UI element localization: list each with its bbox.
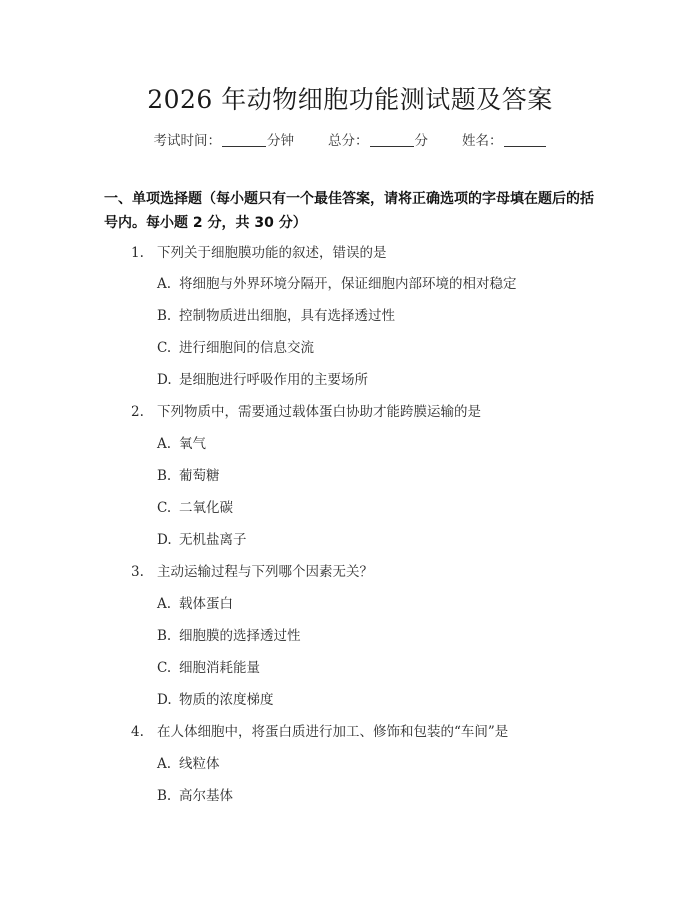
question-number: 1.: [131, 245, 144, 261]
option-text: 细胞消耗能量: [179, 660, 260, 676]
question-number: 4.: [131, 724, 144, 740]
name-blank: [504, 132, 546, 147]
total-score-blank: [370, 132, 414, 147]
option-text: 葡萄糖: [179, 468, 220, 484]
option-item: [157, 434, 206, 454]
option-text: 控制物质进出细胞，具有选择透过性: [179, 308, 395, 324]
option-item: [157, 626, 301, 646]
option-item: [157, 786, 233, 806]
question-text: 在人体细胞中，将蛋白质进行加工、修饰和包装的“车间”是: [157, 724, 509, 740]
option-letter: C.: [157, 340, 172, 356]
option-letter: A.: [157, 756, 172, 772]
option-text: 氧气: [179, 436, 206, 452]
question-number: 2.: [131, 404, 144, 420]
total-score-label: 总分：: [328, 133, 369, 149]
option-letter: D.: [157, 372, 172, 388]
option-letter: B.: [157, 308, 172, 324]
question-number: 3.: [131, 564, 144, 580]
option-text: 无机盐离子: [179, 532, 247, 548]
exam-info-line: [0, 131, 700, 151]
option-letter: B.: [157, 788, 172, 804]
option-letter: C.: [157, 660, 172, 676]
total-score-unit: 分: [414, 133, 428, 149]
exam-time-field: [154, 131, 295, 151]
option-item: [157, 274, 517, 294]
option-item: [157, 306, 395, 326]
option-text: 将细胞与外界环境分隔开，保证细胞内部环境的相对稳定: [179, 276, 517, 292]
option-letter: A.: [157, 596, 172, 612]
option-item: [157, 466, 220, 486]
question-text: 下列物质中，需要通过载体蛋白协助才能跨膜运输的是: [157, 404, 481, 420]
name-label: 姓名：: [462, 133, 503, 149]
option-item: [157, 498, 233, 518]
section-heading: 一、单项选择题（每小题只有一个最佳答案，请将正确选项的字母填在题后的括号内。每小题 2 分，共 30 分）: [104, 191, 594, 231]
option-letter: C.: [157, 500, 172, 516]
option-item: [157, 754, 220, 774]
exam-time-label: 考试时间：: [153, 133, 221, 149]
option-text: 物质的浓度梯度: [179, 692, 274, 708]
option-letter: D.: [157, 532, 172, 548]
total-score-field: [328, 131, 428, 151]
question-text: 主动运输过程与下列哪个因素无关？: [157, 564, 373, 580]
option-item: [157, 658, 260, 678]
option-text: 二氧化碳: [179, 500, 233, 516]
option-letter: B.: [157, 468, 172, 484]
option-text: 高尔基体: [179, 788, 233, 804]
option-text: 进行细胞间的信息交流: [179, 340, 314, 356]
exam-time-blank: [222, 132, 266, 147]
option-item: [157, 690, 274, 710]
option-item: [157, 530, 247, 550]
option-item: [157, 594, 233, 614]
option-letter: A.: [157, 276, 172, 292]
question-text: 下列关于细胞膜功能的叙述，错误的是: [157, 245, 387, 261]
page-title: 2026 年动物细胞功能测试题及答案: [147, 85, 553, 114]
option-text: 载体蛋白: [179, 596, 233, 612]
option-item: [157, 338, 314, 358]
option-text: 细胞膜的选择透过性: [179, 628, 301, 644]
option-letter: A.: [157, 436, 172, 452]
name-field: [462, 131, 547, 151]
option-letter: B.: [157, 628, 172, 644]
exam-time-unit: 分钟: [267, 133, 294, 149]
option-text: 是细胞进行呼吸作用的主要场所: [179, 372, 368, 388]
option-item: [157, 370, 368, 390]
option-text: 线粒体: [179, 756, 220, 772]
option-letter: D.: [157, 692, 172, 708]
